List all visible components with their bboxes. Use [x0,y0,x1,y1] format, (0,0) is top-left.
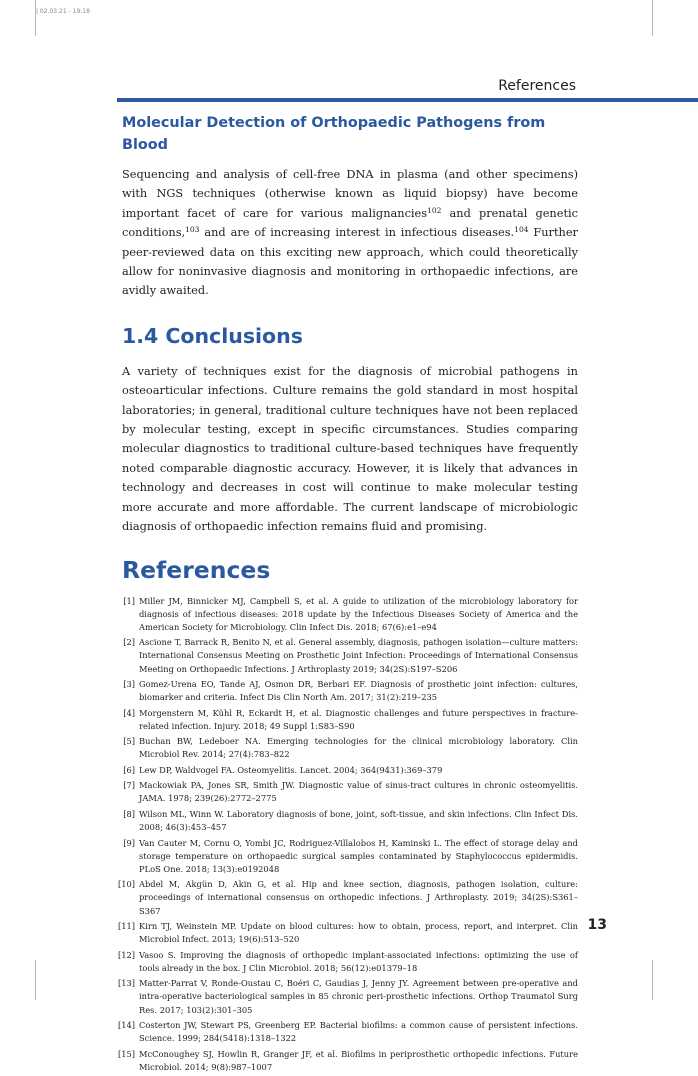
paragraph-conclusions: A variety of techniques exist for the diagnosis of microbial pathogens in osteoarticular infections. Culture remains the gold standard in most hospital laboratories; in general, traditional culture techniques have not been replaced by molecular testing, except in specific circumstances. Studies comparing molecular diagnostics to traditional culture-based techniques have frequently noted comparable diagnostic accuracy. However, it is likely that advances in technology and decreases in cost will continue to make molecular testing more accurate and more affordable. The current landscape of microbiologic diagnosis of orthopaedic infection remains fluid and promising. [122,363,578,534]
reference-text: Abdel M, Akgün D, Akin G, et al. Hip and knee section, diagnosis, pathogen isolation, culture: proceedings of international consensus on orthopedic infections. J Arthroplasty. 2019; 34(2S):S361–S367 [139,879,578,916]
reference-number: [3] [123,679,135,690]
crop-mark-top-right [652,0,653,36]
references-heading: References [122,555,271,584]
reference-item [122,837,578,876]
reference-item [122,678,578,704]
reference-list [117,595,578,1074]
reference-text: Miller JM, Binnicker MJ, Campbell S, et al. A guide to utilization of the microbiology laboratory for diagnosis of infectious diseases: 2018 update by the Infectious Diseases Society of America and the American Society for Microbiology. Clin Infect Dis. 2018; 67(6):e1–e94 [139,595,578,632]
reference-text: Matter-Parrat V, Ronde-Oustau C, Boéri C, Gaudias J, Jenny JY. Agreement between pre-operative and intra-operative bacteriological samples in 85 chronic peri-prosthetic infections. Orthop Traumatol Surg Res. 2017; 103(2):301–305 [139,978,578,1015]
reference-number: [14] [117,1020,135,1031]
reference-item [122,808,578,834]
reference-item [122,779,578,805]
reference-item [117,949,578,975]
reference-text: Mackowiak PA, Jones SR, Smith JW. Diagnostic value of sinus-tract cultures in chronic osteomyelitis. JAMA. 1978; 239(26):2772–2775 [139,780,578,804]
reference-text: Van Cauter M, Cornu O, Yombi JC, Rodriguez-Villalobos H, Kaminski L. The effect of storage delay and storage temperature on orthopaedic surgical samples contaminated by Staphylococcus epidermidis. PLoS One. 2018; 13(3):e0192048 [139,837,578,874]
reference-text: Wilson ML, Winn W. Laboratory diagnosis of bone, joint, soft-tissue, and skin infections. Clin Infect Dis. 2008; 46(3):453–457 [139,808,578,833]
reference-number: [12] [117,949,135,960]
crop-mark-bottom-right [652,960,653,1000]
header-rule [117,98,698,102]
reference-text: Morgenstern M, Kühl R, Eckardt H, et al. Diagnostic challenges and future perspectives in fracture-related infection. Injury. 2018; 49 Suppl 1:S83–S90 [139,707,578,731]
section-number: 1.4 [122,323,159,348]
reference-number: [5] [123,736,135,747]
reference-item [122,707,578,733]
reference-item [117,878,578,917]
reference-text: Lew DP, Waldvogel FA. Osteomyelitis. Lancet. 2004; 364(9431):369–379 [139,764,443,775]
reference-number: [9] [123,837,135,848]
reference-text: McConoughey SJ, Howlin R, Granger JF, et al. Biofilms in periprosthetic orthopedic infections. Future Microbiol. 2014; 9(8):987–1007 [139,1048,578,1072]
citation-102: 102 [427,205,442,215]
reference-number: [15] [117,1048,135,1059]
section-title: Conclusions [165,323,303,348]
reference-number: [6] [123,764,135,775]
reference-item [117,1048,578,1074]
reference-number: [11] [117,921,135,932]
reference-text: Ascione T, Barrack R, Benito N, et al. General assembly, diagnosis, pathogen isolation—culture matters: International Consensus Meeting on Prosthetic Joint Infection: Proceedings of International Consensus Meeting on Orthopaedic Infections. J Arthroplasty 2019; 34(2S):S197–S206 [139,637,578,674]
reference-text: Costerton JW, Stewart PS, Greenberg EP. Bacterial biofilms: a common cause of persistent infections. Science. 1999; 284(5418):1318–1322 [139,1020,578,1044]
running-head: References [498,78,576,94]
page-number: 13 [587,917,607,933]
crop-mark-bottom-left [35,960,36,1000]
reference-item [117,920,578,946]
paragraph-molecular: Sequencing and analysis of cell-free DNA in plasma (and other specimens) with NGS techniques (otherwise known as liquid biopsy) have become important facet of care for various malignancies$^{102}$ and prenatal genetic conditions,$^{103}$ and are of increasing interest in infectious diseases.$^{104}$ Further peer-reviewed data on this exciting new approach, which could theoretically allow for noninvasive diagnosis and monitoring in orthopaedic infections, are avidly awaited. [122,167,578,298]
reference-number: [10] [117,879,135,890]
section-heading-conclusions [122,322,578,350]
section-heading-molecular: Molecular Detection of Orthopaedic Pathogens from Blood [122,115,546,153]
reference-item [117,977,578,1016]
print-stamp: | 02.03.21 - 19:18 [36,8,90,15]
reference-text: Buchan BW, Ledeboer NA. Emerging technologies for the clinical microbiology laboratory. Clin Microbiol Rev. 2014; 27(4):783–822 [139,736,578,760]
reference-item [117,1019,578,1045]
reference-number: [4] [123,707,135,718]
citation-103: 103 [185,225,200,235]
page-content [117,112,578,1076]
reference-number: [7] [123,780,135,791]
crop-mark-top-left [35,0,36,36]
reference-number: [13] [117,978,135,989]
reference-number: [2] [123,637,135,648]
reference-number: [1] [123,595,135,606]
reference-item [122,735,578,761]
reference-item [122,764,578,777]
reference-item [122,636,578,675]
reference-number: [8] [123,808,135,819]
reference-text: Gomez-Urena EO, Tande AJ, Osmon DR, Berbari EF. Diagnosis of prosthetic joint infection: cultures, biomarker and criteria. Infect Dis Clin North Am. 2017; 31(2):219–235 [139,679,578,703]
reference-text: Kirn TJ, Weinstein MP. Update on blood cultures: how to obtain, process, report, and interpret. Clin Microbiol Infect. 2013; 19(6):513–520 [139,921,578,945]
reference-item [122,595,578,634]
reference-text: Vasoo S. Improving the diagnosis of orthopedic implant-associated infections: optimizing the use of tools already in the box. J Clin Microbiol. 2018; 56(12):e01379–18 [139,949,578,973]
citation-104: 104 [514,225,529,235]
